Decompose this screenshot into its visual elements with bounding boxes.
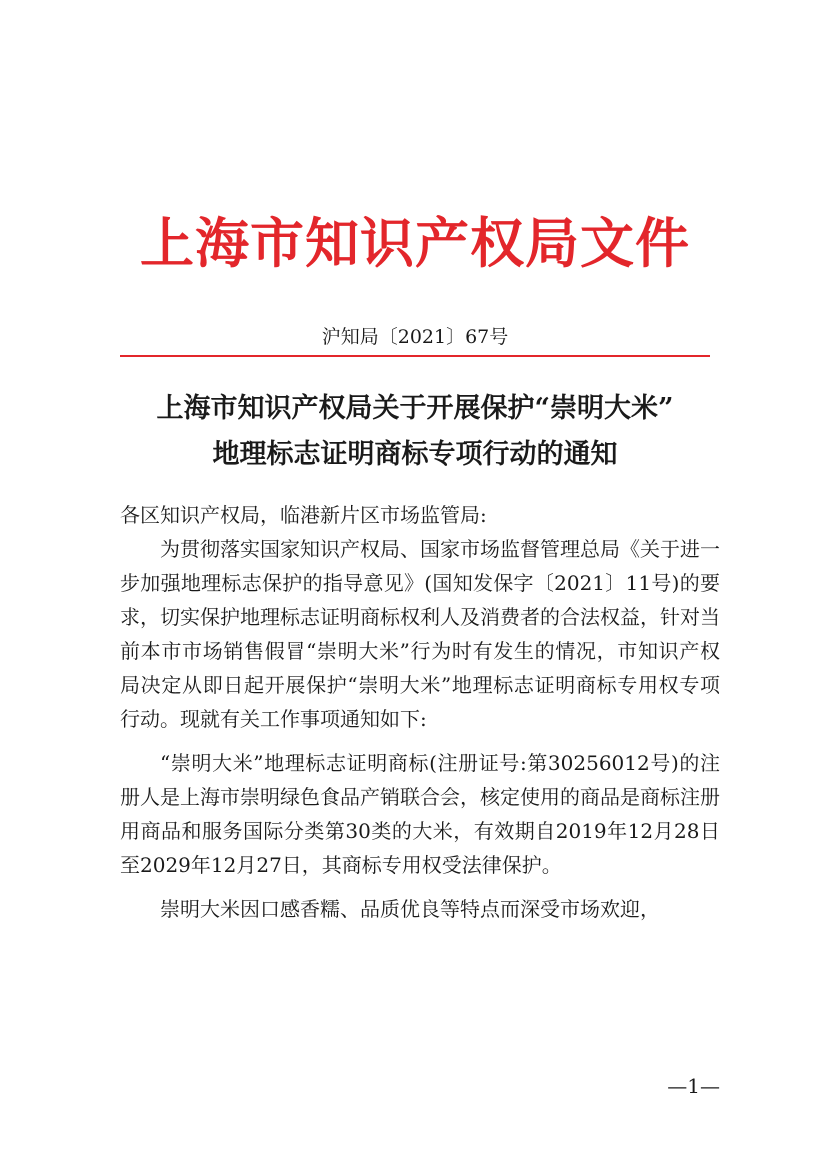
title-line-1: 上海市知识产权局关于开展保护“崇明大米” bbox=[156, 393, 674, 424]
document-body bbox=[120, 498, 720, 926]
document-number: 沪知局〔2021〕67号 bbox=[321, 326, 509, 348]
document-title bbox=[100, 386, 730, 478]
page-number: —1— bbox=[667, 1074, 720, 1098]
paragraph-1: 为贯彻落实国家知识产权局、国家市场监督管理总局《关于进一步加强地理标志保护的指导意见》(国知发保字〔2021〕11号)的要求，切实保护地理标志证明商标权利人及消费者的合法权益，针对当前本市市场销售假冒“崇明大米”行为时有发生的情况，市知识产权局决定从即日起开展保护“崇明大米”地理标志证明商标专用权专项行动。现就有关工作事项通知如下: bbox=[120, 537, 720, 731]
title-line-2: 地理标志证明商标专项行动的通知 bbox=[212, 439, 618, 470]
paragraph-2: “崇明大米”地理标志证明商标(注册证号:第30256012号)的注册人是上海市崇明绿色食品产销联合会，核定使用的商品是商标注册用商品和服务国际分类第30类的大米，有效期自2019年12月28日至2029年12月27日，其商标专用权受法律保护。 bbox=[120, 751, 720, 877]
red-divider bbox=[120, 355, 710, 357]
salutation: 各区知识产权局，临港新片区市场监管局: bbox=[120, 503, 487, 527]
paragraph-3: 崇明大米因口感香糯、品质优良等特点而深受市场欢迎， bbox=[160, 897, 660, 921]
issuer-header: 上海市知识产权局文件 bbox=[140, 211, 690, 275]
